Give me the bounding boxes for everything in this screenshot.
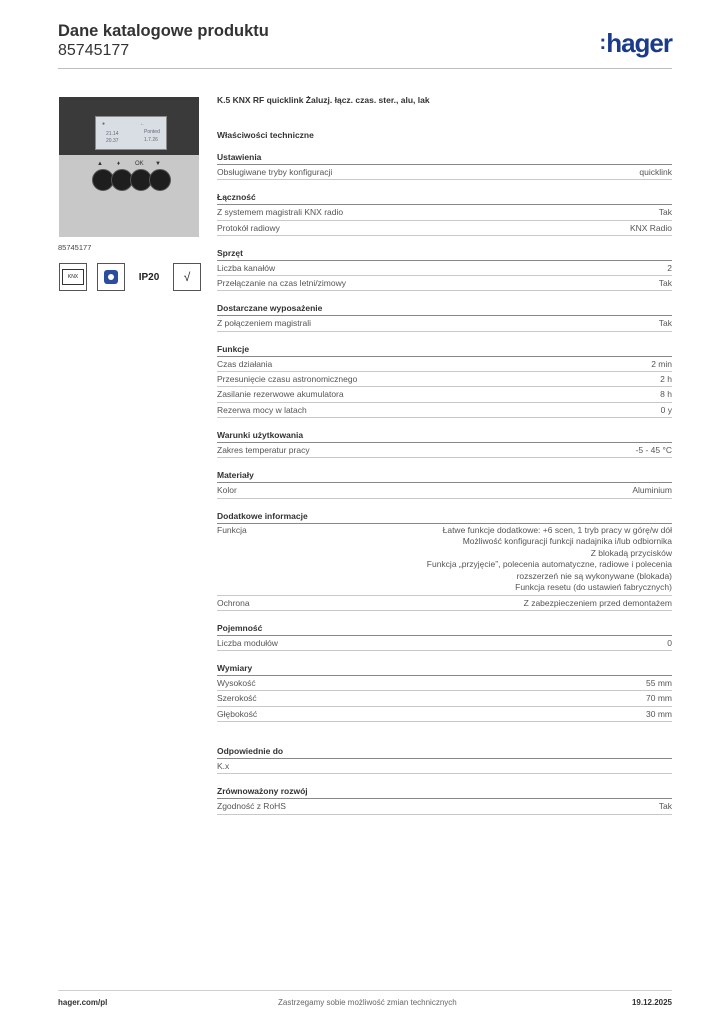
spec-label: Rezerwa mocy w latach [217, 404, 307, 415]
spec-row [217, 372, 672, 387]
spec-label: Szerokość [217, 693, 257, 704]
spec-label: Liczba kanałów [217, 262, 276, 273]
spec-section [217, 430, 672, 458]
spec-value: 55 mm [646, 678, 672, 689]
spec-row [217, 261, 672, 276]
spec-label: Protokół radiowy [217, 222, 280, 233]
spec-section [217, 623, 672, 651]
spec-row [217, 483, 672, 498]
section-heading: Warunki użytkowania [217, 430, 672, 443]
spec-label: Z systemem magistrali KNX radio [217, 207, 344, 218]
product-number: 85745177 [58, 42, 130, 59]
spec-row [217, 357, 672, 372]
spec-label: Czas działania [217, 358, 273, 369]
spec-row [217, 596, 672, 611]
spec-value: 0 y [660, 404, 672, 415]
spec-value: 70 mm [646, 693, 672, 704]
spec-section [217, 192, 672, 236]
screen-text: 1.7.26 [144, 137, 158, 143]
screen-text: 21.14 [106, 131, 119, 137]
spec-section [217, 344, 672, 418]
spec-label: Funkcja [217, 524, 247, 535]
spec-value: 2 min [651, 358, 672, 369]
spec-label: Liczba modułów [217, 637, 278, 648]
spec-row [217, 799, 672, 814]
product-description: K.5 KNX RF quicklink Żaluzj. łącz. czas. ster., alu, lak [217, 95, 430, 105]
image-caption: 85745177 [58, 243, 92, 252]
spec-section [217, 470, 672, 498]
screen-wifi-icon: ● [102, 121, 106, 127]
quicklink-icon [104, 270, 118, 284]
spec-row [217, 636, 672, 651]
spec-value: Tak [658, 207, 672, 218]
spec-value: Tak [658, 801, 672, 812]
section-heading: Pojemność [217, 623, 672, 636]
section-heading: Dostarczane wyposażenie [217, 303, 672, 316]
spec-value: Tak [658, 278, 672, 289]
spec-value: 2 [667, 262, 672, 273]
spec-value-line: Możliwość konfiguracji funkcji nadajnika i/lub odbiornika [462, 536, 672, 547]
spec-row [217, 316, 672, 331]
spec-label: K.x [217, 761, 230, 772]
spec-row [217, 221, 672, 236]
spec-value-line: Funkcja „przyjęcie”, polecenia automatyczne, radiowe i polecenia [426, 559, 672, 570]
spec-section [217, 663, 672, 722]
spec-value: Aluminium [632, 485, 672, 496]
header-divider [58, 68, 672, 69]
spec-value-line: Z blokadą przycisków [590, 547, 672, 558]
screen-arrow-icon: ← [140, 121, 145, 127]
spec-label: Przełączanie na czas letni/zimowy [217, 278, 346, 289]
spec-label: Kolor [217, 485, 237, 496]
spec-value: 8 h [660, 389, 672, 400]
knx-badge [59, 263, 87, 291]
section-heading: Funkcje [217, 344, 672, 357]
technical-properties-title: Właściwości techniczne [217, 130, 314, 140]
device-button [149, 169, 171, 191]
section-heading: Materiały [217, 470, 672, 483]
section-heading: Dodatkowe informacje [217, 511, 672, 524]
section-gap [217, 722, 672, 734]
spec-label: Zakres temperatur pracy [217, 444, 310, 455]
spec-section [217, 303, 672, 331]
knx-icon: KNX [62, 269, 84, 285]
up-arrow-icon: ▲ [97, 161, 103, 167]
spec-sections [217, 152, 672, 815]
spec-row [217, 205, 672, 220]
spec-row [217, 759, 672, 774]
section-heading: Ustawienia [217, 152, 672, 165]
spec-value: 0 [667, 637, 672, 648]
spec-row [217, 387, 672, 402]
screen-text: Ponted [144, 129, 160, 135]
spec-label: Obsługiwane tryby konfiguracji [217, 167, 333, 177]
spec-label: Z połączeniem magistrali [217, 318, 312, 329]
product-image [59, 97, 199, 237]
ok-label: OK [135, 161, 144, 167]
footer-website[interactable]: hager.com/pl [58, 998, 108, 1007]
section-heading: Odpowiednie do [217, 746, 672, 759]
spec-label: Zasilanie rezerwowe akumulatora [217, 389, 344, 400]
spec-value-line: Łatwe funkcje dodatkowe: +6 scen, 1 tryb pracy w górę/w dół [442, 524, 672, 535]
page-header [58, 22, 269, 60]
installation-icon: √ [173, 263, 201, 291]
footer-date: 19.12.2025 [631, 998, 672, 1007]
down-arrow-icon: ▼ [155, 161, 161, 167]
spec-value [427, 525, 672, 594]
spec-row [217, 707, 672, 722]
up-small-arrow-icon: ♦ [117, 161, 121, 167]
spec-row [217, 443, 672, 458]
section-heading: Zrównoważony rozwój [217, 786, 672, 799]
section-heading: Wymiary [217, 663, 672, 676]
device-screen [95, 116, 167, 150]
spec-label: Głębokość [217, 708, 258, 719]
spec-value-line: rozszerzeń nie są wykonywane (blokada) [516, 570, 672, 581]
spec-row [217, 691, 672, 706]
spec-content [217, 95, 672, 815]
spec-row [217, 524, 672, 596]
spec-row [217, 403, 672, 418]
spec-value: Tak [658, 318, 672, 329]
spec-label: Wysokość [217, 678, 256, 689]
logo-dots-icon: : [599, 32, 606, 54]
spec-value: KNX Radio [629, 222, 672, 233]
spec-section [217, 152, 672, 180]
hager-logo [600, 28, 672, 59]
spec-label: Przesunięcie czasu astronomicznego [217, 374, 358, 385]
spec-label: Zgodność z RoHS [217, 801, 286, 812]
spec-value: quicklink [639, 167, 672, 177]
spec-section [217, 746, 672, 774]
spec-value: 30 mm [646, 708, 672, 719]
spec-section [217, 248, 672, 292]
logo-text: hager [606, 28, 672, 58]
spec-label: Ochrona [217, 597, 250, 608]
quicklink-badge [97, 263, 125, 291]
footer-disclaimer: Zastrzegamy sobie możliwość zmian technicznych [278, 998, 457, 1007]
spec-section [217, 786, 672, 814]
spec-value: Z zabezpieczeniem przed demontażem [523, 597, 672, 608]
page-title: Dane katalogowe produktu [58, 22, 269, 40]
spec-row [217, 165, 672, 180]
spec-value: -5 - 45 °C [635, 444, 672, 455]
spec-row [217, 676, 672, 691]
section-heading: Sprzęt [217, 248, 672, 261]
spec-section [217, 511, 672, 611]
spec-value: 2 h [660, 374, 672, 385]
screen-text: 20.37 [106, 138, 119, 144]
spec-row [217, 276, 672, 291]
spec-value-line: Funkcja resetu (do ustawień fabrycznych) [515, 582, 672, 593]
footer-divider [58, 990, 672, 991]
ip20-badge: IP20 [138, 271, 160, 283]
section-heading: Łączność [217, 192, 672, 205]
